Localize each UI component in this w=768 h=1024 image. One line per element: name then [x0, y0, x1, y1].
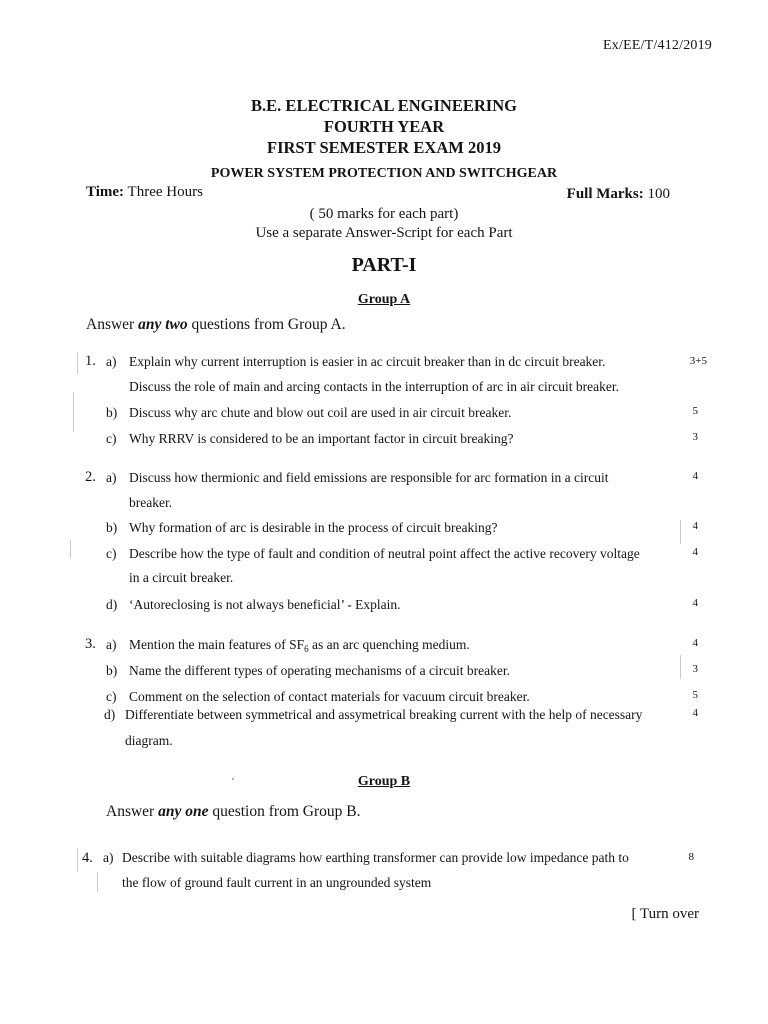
instr-em: any one — [158, 803, 209, 820]
question-part-label: a) — [106, 470, 117, 485]
question-part-label: b) — [106, 520, 118, 535]
question-number: 2. — [85, 469, 96, 485]
answer-script-note: Use a separate Answer-Script for each Part — [255, 225, 513, 241]
question-marks: 3+5 — [689, 355, 707, 367]
instr-pre: Answer — [106, 803, 155, 820]
question-text: Describe with suitable diagrams how earthing transformer can provide low impedance path to — [122, 850, 629, 865]
question-marks: 4 — [692, 470, 698, 482]
question-number: 4. — [82, 850, 93, 866]
year-title: FOURTH YEAR — [323, 117, 445, 136]
margin-mark — [680, 655, 681, 679]
turn-over-note: [ Turn over — [631, 906, 699, 922]
group-a-instruction — [86, 316, 346, 334]
time-info — [86, 184, 203, 201]
marks-info — [567, 186, 670, 203]
question-text: Discuss the role of main and arcing contacts in the interruption of arc in air circuit breaker. — [129, 379, 619, 394]
question-text: Discuss how thermionic and field emissions are responsible for arc formation in a circuit — [129, 470, 609, 485]
marks-note: ( 50 marks for each part) — [309, 206, 459, 222]
question-text: breaker. — [129, 495, 173, 510]
question-marks: 4 — [692, 707, 698, 719]
question-text: Describe how the type of fault and condition of neutral point affect the active recovery voltage — [129, 546, 640, 561]
margin-mark — [70, 540, 71, 558]
sf6-text-pre: Mention the main features of SF — [129, 637, 305, 652]
question-part-label: c) — [106, 546, 117, 561]
group-b-title: Group B — [357, 774, 411, 789]
question-text: Why formation of arc is desirable in the process of circuit breaking? — [129, 520, 498, 535]
question-text — [129, 637, 470, 654]
question-marks: 5 — [692, 405, 698, 417]
question-text: in a circuit breaker. — [129, 570, 234, 585]
marks-label: Full Marks: — [566, 186, 644, 202]
instr-pre: Answer — [86, 316, 135, 333]
question-text: Explain why current interruption is easier in ac circuit breaker than in dc circuit breaker. — [129, 354, 606, 369]
question-part-label: a) — [106, 637, 117, 652]
time-value: Three Hours — [127, 184, 203, 200]
question-part-label: c) — [106, 689, 117, 704]
question-number: 3. — [85, 636, 96, 652]
question-marks: 4 — [692, 520, 698, 532]
question-text: Differentiate between symmetrical and assymetrical breaking current with the help of necessary — [125, 707, 643, 722]
margin-mark — [77, 352, 78, 374]
question-text: Why RRRV is considered to be an important factor in circuit breaking? — [129, 431, 514, 446]
question-part-label: b) — [106, 405, 118, 420]
question-number: 1. — [85, 353, 96, 369]
degree-title: B.E. ELECTRICAL ENGINEERING — [251, 96, 517, 115]
question-marks: 5 — [692, 689, 698, 701]
margin-mark — [680, 520, 681, 544]
time-label: Time: — [86, 184, 125, 200]
instr-em: any two — [138, 316, 188, 333]
question-text: diagram. — [125, 733, 173, 748]
exam-title: FIRST SEMESTER EXAM 2019 — [267, 138, 501, 157]
group-b-instruction — [106, 803, 360, 821]
question-marks: 4 — [692, 637, 698, 649]
question-marks: 3 — [692, 431, 698, 443]
subject-title: POWER SYSTEM PROTECTION AND SWITCHGEAR — [210, 166, 558, 181]
question-text: Name the different types of operating mechanisms of a circuit breaker. — [129, 663, 510, 678]
question-part-label: c) — [106, 431, 117, 446]
instr-post: question from Group B. — [212, 803, 361, 820]
question-text: Comment on the selection of contact materials for vacuum circuit breaker. — [129, 689, 530, 704]
instr-post: questions from Group A. — [191, 316, 346, 333]
question-part-label: d) — [104, 707, 116, 722]
question-marks: 8 — [688, 851, 694, 863]
question-part-label: a) — [103, 850, 114, 865]
margin-mark — [77, 848, 78, 872]
paper-code: Ex/EE/T/412/2019 — [603, 38, 712, 53]
question-marks: 3 — [692, 663, 698, 675]
question-part-label: d) — [106, 597, 118, 612]
part-title: PART-I — [351, 254, 417, 276]
sf6-text-post: as an arc quenching medium. — [308, 637, 470, 652]
marks-value: 100 — [647, 186, 670, 202]
question-marks: 4 — [692, 597, 698, 609]
margin-mark — [97, 872, 98, 892]
sf6-subscript: 6 — [304, 644, 309, 654]
question-text: Discuss why arc chute and blow out coil are used in air circuit breaker. — [129, 405, 512, 420]
question-part-label: a) — [106, 354, 117, 369]
margin-mark — [73, 392, 74, 432]
question-text: the flow of ground fault current in an ungrounded system — [122, 875, 432, 890]
question-marks: 4 — [692, 546, 698, 558]
group-a-title: Group A — [357, 292, 411, 307]
question-part-label: b) — [106, 663, 118, 678]
question-text: ‘Autoreclosing is not always beneficial’ - Explain. — [129, 597, 401, 612]
